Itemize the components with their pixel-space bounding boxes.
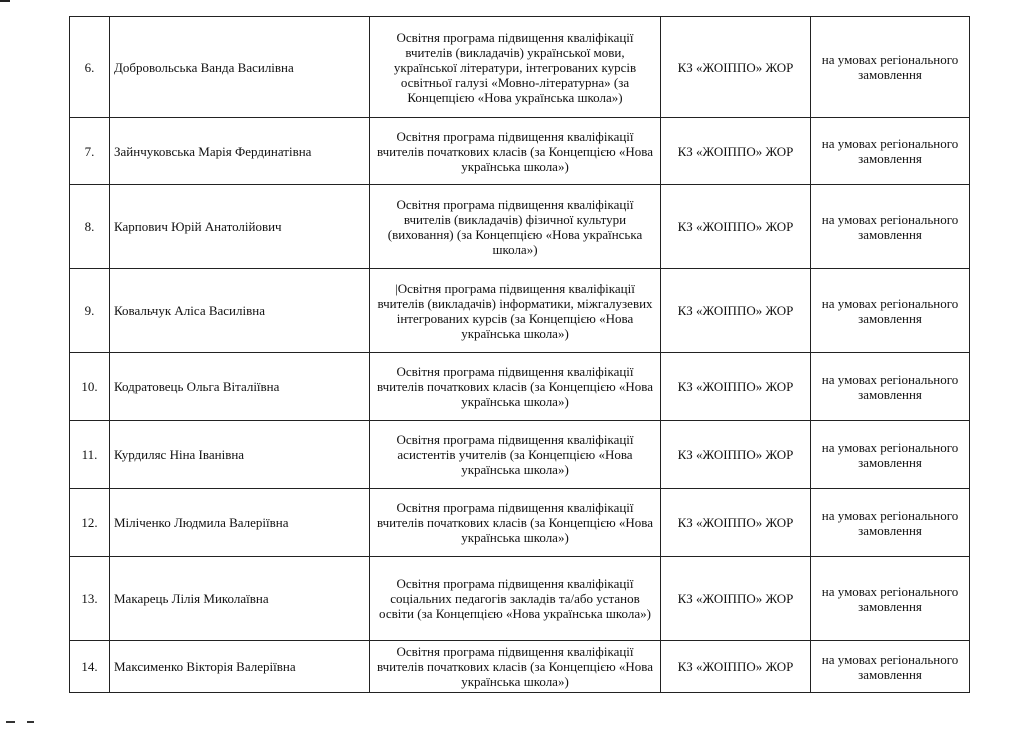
funding-terms: на умовах регіонального замовлення [811, 489, 970, 557]
participants-table [69, 16, 970, 693]
program-title: Освітня програма підвищення кваліфікації асистентів учителів (за Концепцією «Нова українська школа») [370, 421, 661, 489]
funding-terms: на умовах регіонального замовлення [811, 269, 970, 353]
table-row [70, 17, 970, 118]
provider-org: КЗ «ЖОІППО» ЖОР [661, 118, 811, 185]
program-title: Освітня програма підвищення кваліфікації вчителів початкових класів (за Концепцією «Нова українська школа») [370, 641, 661, 693]
funding-terms: на умовах регіонального замовлення [811, 118, 970, 185]
scan-artifact [6, 721, 15, 723]
participant-name: Курдиляс Ніна Іванівна [110, 421, 370, 489]
provider-org: КЗ «ЖОІППО» ЖОР [661, 421, 811, 489]
participant-name: Кодратовець Ольга Віталіївна [110, 353, 370, 421]
program-title: Освітня програма підвищення кваліфікації вчителів початкових класів (за Концепцією «Нова українська школа») [370, 353, 661, 421]
row-number: 9. [70, 269, 110, 353]
table-row [70, 557, 970, 641]
participant-name: Максименко Вікторія Валеріївна [110, 641, 370, 693]
row-number: 6. [70, 17, 110, 118]
table-row [70, 353, 970, 421]
program-title: Освітня програма підвищення кваліфікації вчителів початкових класів (за Концепцією «Нова українська школа») [370, 489, 661, 557]
table-row [70, 641, 970, 693]
scan-artifact [27, 721, 34, 723]
provider-org: КЗ «ЖОІППО» ЖОР [661, 269, 811, 353]
program-title: |Освітня програма підвищення кваліфікації вчителів (викладачів) інформатики, міжгалузевих інтегрованих курсів (за Концепцією «Нова українська школа») [370, 269, 661, 353]
funding-terms: на умовах регіонального замовлення [811, 557, 970, 641]
row-number: 12. [70, 489, 110, 557]
provider-org: КЗ «ЖОІППО» ЖОР [661, 185, 811, 269]
row-number: 7. [70, 118, 110, 185]
participant-name: Ковальчук Аліса Василівна [110, 269, 370, 353]
provider-org: КЗ «ЖОІППО» ЖОР [661, 641, 811, 693]
program-title: Освітня програма підвищення кваліфікації соціальних педагогів закладів та/або установ освіти (за Концепцією «Нова українська школа») [370, 557, 661, 641]
row-number: 14. [70, 641, 110, 693]
program-title: Освітня програма підвищення кваліфікації вчителів початкових класів (за Концепцією «Нова українська школа») [370, 118, 661, 185]
participant-name: Добровольська Ванда Василівна [110, 17, 370, 118]
row-number: 13. [70, 557, 110, 641]
funding-terms: на умовах регіонального замовлення [811, 641, 970, 693]
provider-org: КЗ «ЖОІППО» ЖОР [661, 353, 811, 421]
funding-terms: на умовах регіонального замовлення [811, 421, 970, 489]
funding-terms: на умовах регіонального замовлення [811, 17, 970, 118]
row-number: 10. [70, 353, 110, 421]
table-row [70, 269, 970, 353]
funding-terms: на умовах регіонального замовлення [811, 185, 970, 269]
provider-org: КЗ «ЖОІППО» ЖОР [661, 489, 811, 557]
program-title: Освітня програма підвищення кваліфікації вчителів (викладачів) фізичної культури (виховання) (за Концепцією «Нова українська школа») [370, 185, 661, 269]
table-row [70, 185, 970, 269]
provider-org: КЗ «ЖОІППО» ЖОР [661, 557, 811, 641]
participant-name: Зайнчуковська Марія Фердинатівна [110, 118, 370, 185]
program-title: Освітня програма підвищення кваліфікації вчителів (викладачів) української мови, української літератури, інтегрованих курсів освітньої галузі «Мовно-літературна» (за Концепцією «Нова українська школа») [370, 17, 661, 118]
table-row [70, 489, 970, 557]
scan-corner-mark [0, 0, 10, 2]
participant-name: Міліченко Людмила Валеріївна [110, 489, 370, 557]
provider-org: КЗ «ЖОІППО» ЖОР [661, 17, 811, 118]
participant-name: Карпович Юрій Анатолійович [110, 185, 370, 269]
row-number: 11. [70, 421, 110, 489]
table-row [70, 421, 970, 489]
participant-name: Макарець Лілія Миколаївна [110, 557, 370, 641]
table-row [70, 118, 970, 185]
funding-terms: на умовах регіонального замовлення [811, 353, 970, 421]
row-number: 8. [70, 185, 110, 269]
